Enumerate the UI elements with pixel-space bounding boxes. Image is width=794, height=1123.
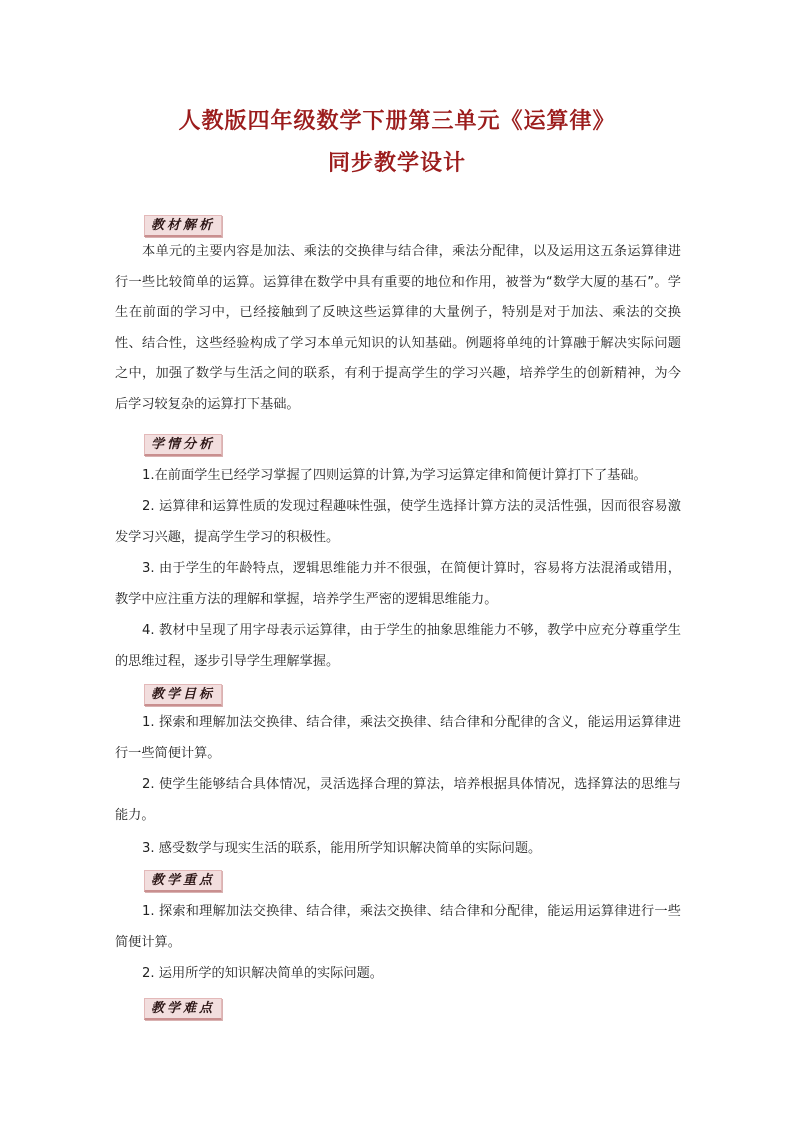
goals-item-3: 3. 感受数学与现实生活的联系，能用所学知识解决简单的实际问题。 [142,841,542,856]
section-tag-analysis: 教材解析 [144,215,222,237]
key-points-item-2: 2. 运用所学的知识解决简单的实际问题。 [142,966,383,981]
learners-item-2: 2. 运算律和运算性质的发现过程趣味性强，使学生选择计算方法的灵活性强，因而很容易激发学习兴趣，提高学生学习的积极性。 [115,499,681,545]
learners-item-1: 1.在前面学生已经学习掌握了四则运算的计算,为学习运算定律和简便计算打下了基础。 [142,468,647,483]
goals-item-1: 1. 探索和理解加法交换律、结合律，乘法交换律、结合律和分配律的含义，能运用运算律进行一些简便计算。 [115,715,681,761]
section-tag-learners: 学情分析 [144,434,222,456]
learners-item-3: 3. 由于学生的年龄特点，逻辑思维能力并不很强，在简便计算时，容易将方法混淆或错用，教学中应注重方法的理解和掌握，培养学生严密的逻辑思维能力。 [115,561,681,607]
section-tag-difficulties: 教学难点 [144,998,222,1020]
section-tag-goals: 教学目标 [144,684,222,706]
analysis-paragraph: 本单元的主要内容是加法、乘法的交换律与结合律，乘法分配律，以及运用这五条运算律进行一些比较简单的运算。运算律在数学中具有重要的地位和作用，被誉为“数学大厦的基石”。学生在前面的学习中，已经接触到了反映这些运算律的大量例子，特别是对于加法、乘法的交换性、结合性，这些经验构成了学习本单元知识的认知基础。例题将单纯的计算融于解决实际问题之中，加强了数学与生活之间的联系，有利于提高学生的学习兴趣，培养学生的创新精神，为今后学习较复杂的运算打下基础。 [115,244,681,412]
document-title-line-2: 同步教学设计 [327,150,466,176]
section-tag-key-points: 教学重点 [144,870,222,892]
key-points-item-1: 1. 探索和理解加法交换律、结合律，乘法交换律、结合律和分配律，能运用运算律进行一些简便计算。 [115,904,681,950]
learners-item-4: 4. 教材中呈现了用字母表示运算律，由于学生的抽象思维能力不够，教学中应充分尊重学生的思维过程，逐步引导学生理解掌握。 [115,623,681,669]
document-title-line-1: 人教版四年级数学下册第三单元《运算律》 [178,108,616,134]
goals-item-2: 2. 使学生能够结合具体情况，灵活选择合理的算法，培养根据具体情况，选择算法的思维与能力。 [115,777,681,823]
